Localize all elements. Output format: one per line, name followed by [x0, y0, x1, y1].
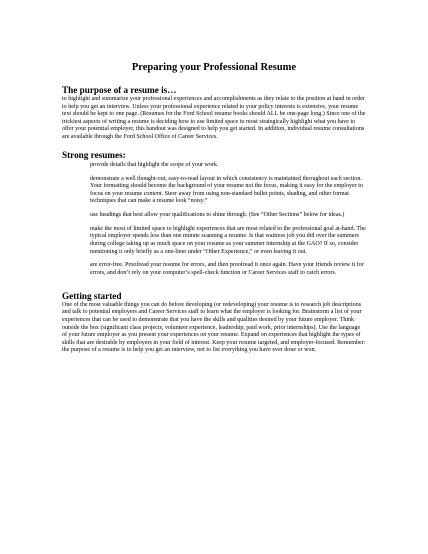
strong-resumes-item: are error-free. Proofread your resume for errors, and then proofread it once again. Have your friends review it for errors, and don’t rely on your computer’s spell-check function or Career Services staff to catch errors.: [90, 262, 364, 276]
strong-resumes-item: provide details that highlight the scope of your work.: [90, 162, 219, 169]
section-getting-started: [62, 291, 366, 354]
section-body-purpose: to highlight and summarize your professional experiences and accomplishments as they relate to the position at hand in order to help you get an interview. Unless your professional experience related to your policy interests is extensive, your resume text should be kept to one page. (Resumes for the Ford School resume books should ALL be one-page long.) Since one of the trickiest aspects of writing a resume is deciding how to use limited space to most strategically highlight what you have to offer your potential employer, this handout was designed to help you get started. In addition, individual resume consultations are available through the Ford School Office of Career Services.: [62, 96, 366, 140]
strong-resumes-item: make the most of limited space to highlight experiences that are most related to the professional goal at-hand. The typical employer spends less than one minute scanning a resume. Is that waitress job you did over the summers during college taking up as much space on your resume as your summer internship at the GAO? If so, consider mentioning it only briefly as a one-liner under “Other Experience,” or even leaving it out.: [90, 225, 366, 255]
section-heading-getting-started: Getting started: [62, 291, 122, 302]
document-title: Preparing your Professional Resume: [131, 62, 297, 73]
section-strong-resumes: [62, 150, 366, 277]
section-heading-purpose: The purpose of a resume is…: [62, 84, 177, 95]
section-body-getting-started: One of the most valuable things you can do before developing (or redeveloping) your resume is to research job descriptions and talk to potential employers and Career Services staff to learn what the employer is looking for. Brainstorm a list of your experiences that can be used to demonstrate that you have the skills and qualities desired by your future employer. Think outside the box (significant class projects, volunteer experience, leadership, paid work, prior internships). Use the language of your future employer as you present your experiences on your resume. Expand on experiences that highlight the types of skills that are desirable by employers in your field of interest. Keep your resume targeted, and employer-focused. Remember: the purpose of a resume is to help you get an interview, not to list everything you have ever done or won.: [62, 301, 366, 354]
section-purpose: [62, 85, 366, 142]
strong-resumes-item: demonstrate a well thought-out, easy-to-read layout in which consistency is maintained throughout each section. Your formatting should become the background of your resume not the focus, making it easy for the employer to focus on your resume content. Steer away from using non-standard bullet points, shading, and other format techniques that can make a resume look “noisy.”: [90, 175, 363, 205]
section-heading-strong-resumes: Strong resumes:: [62, 150, 126, 161]
strong-resumes-item: use headings that best allow your qualifications to shine through. (See “Other Sections” below for ideas.): [90, 212, 345, 219]
emphasis-content: content: [143, 190, 162, 197]
